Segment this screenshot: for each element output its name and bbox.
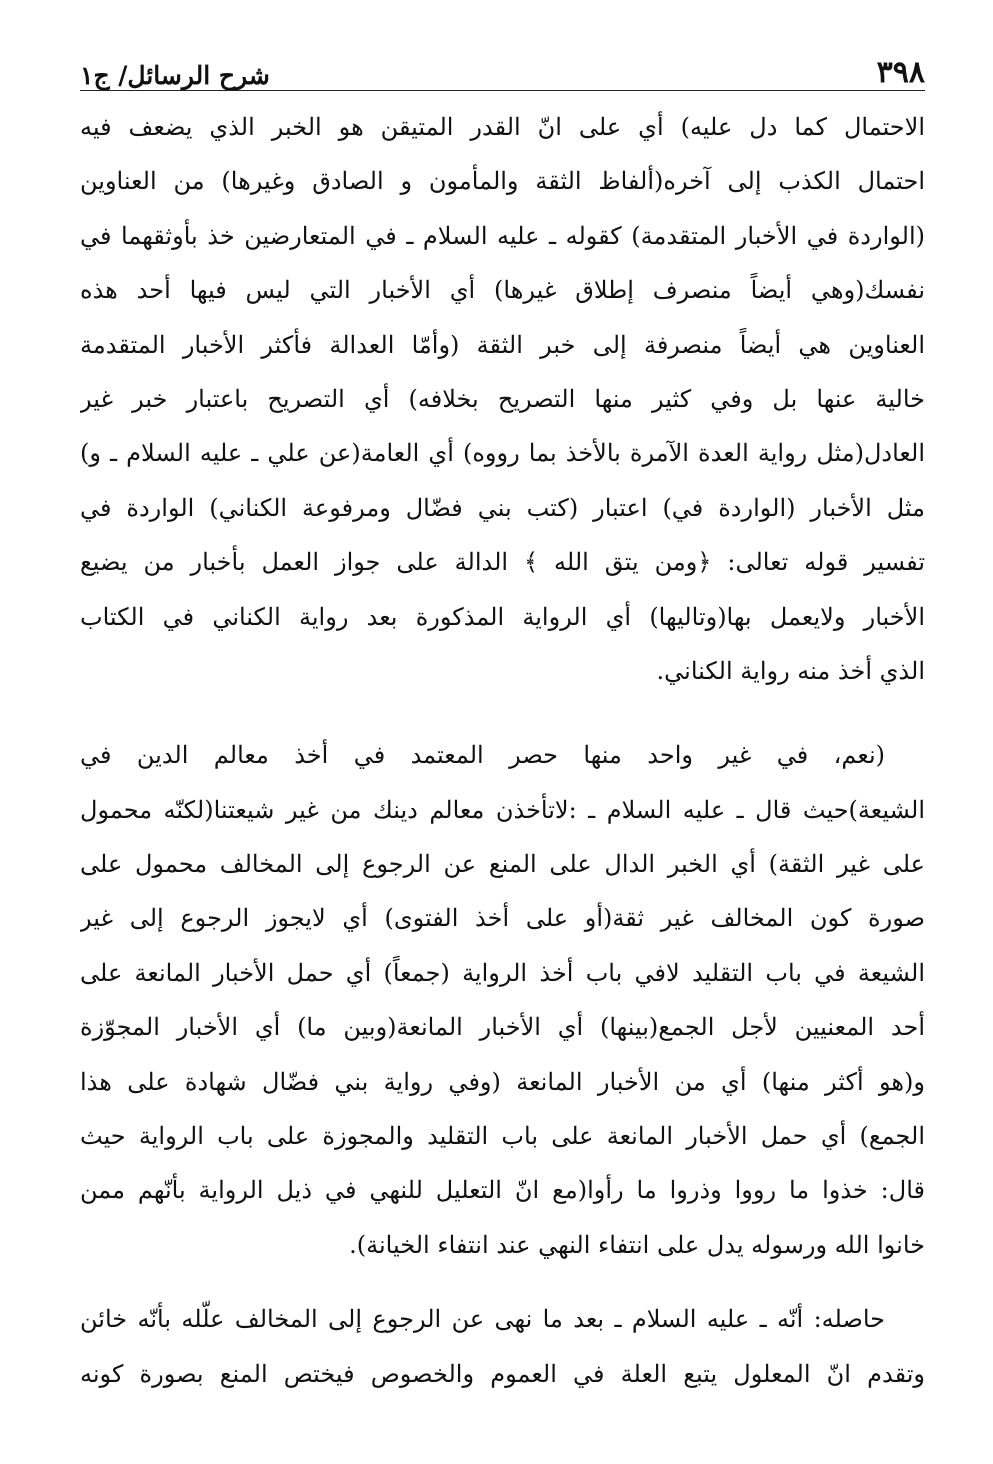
text-line: مثل الأخبار (الواردة في) اعتبار (كتب بني فضّال ومرفوعة الكناني) الواردة في	[80, 493, 925, 522]
text-line: و(هو أكثر منها) أي من الأخبار المانعة (وفي رواية بني فضّال شهادة على هذا	[80, 1067, 925, 1096]
text-line: الاحتمال كما دل عليه) أي على انّ القدر المتيقن هو الخبر الذي يضعف فيه	[80, 113, 925, 141]
page-header	[80, 36, 925, 88]
text-line: الذي أخذ منه رواية الكناني.	[656, 656, 925, 685]
text-line: (الواردة في الأخبار المتقدمة) كقوله ـ عليه السلام ـ في المتعارضين خذ بأوثقهما في	[80, 221, 925, 250]
paragraph-spacer	[80, 698, 925, 728]
text-line: احتمال الكذب إلى آخره(ألفاظ الثقة والمأمون و الصادق وغيرها) من العناوين	[80, 167, 925, 196]
text-line: وتقدم انّ المعلول يتبع العلة في العموم والخصوص فيختص المنع بصورة كونه	[80, 1359, 925, 1388]
page-body	[80, 100, 925, 1401]
text-line: (نعم، في غير واحد منها حصر المعتمد في أخذ معالم الدين في	[80, 741, 885, 770]
text-line: الجمع) أي حمل الأخبار المانعة على باب التقليد والمجوزة على باب الرواية حيث	[80, 1122, 925, 1151]
page-number: ٣٩٨	[876, 55, 925, 90]
text-line: خانوا الله ورسوله يدل على انتفاء النهي عند انتفاء الخيانة).	[349, 1230, 925, 1259]
text-line: نفسك(وهي أيضاً منصرف إطلاق غيرها) أي الأخبار التي ليس فيها أحد هذه	[80, 276, 925, 305]
paragraph-spacer	[80, 1272, 925, 1292]
text-line: العناوين هي أيضاً منصرفة إلى خبر الثقة (وأمّا العدالة فأكثر الأخبار المتقدمة	[80, 330, 925, 359]
text-line: قال: خذوا ما رووا وذروا ما رأوا(مع انّ التعليل للنهي في ذيل الرواية بأنّهم ممن	[80, 1176, 925, 1205]
header-rule	[80, 90, 925, 91]
text-line: صورة كون المخالف غير ثقة(أو على أخذ الفتوى) أي لايجوز الرجوع إلى غير	[80, 904, 925, 933]
text-line: خالية عنها بل وفي كثير منها التصريح بخلافه) أي التصريح باعتبار خبر غير	[80, 384, 925, 413]
text-line: على غير الثقة) أي الخبر الدال على المنع عن الرجوع إلى المخالف محمول على	[80, 850, 925, 879]
text-line: أحد المعنيين لأجل الجمع(بينها) أي الأخبار المانعة(وبين ما) أي الأخبار المجوّزة	[80, 1013, 925, 1042]
text-line: الشيعة في باب التقليد لافي باب أخذ الرواية (جمعاً) أي حمل الأخبار المانعة على	[80, 958, 925, 987]
text-line: تفسير قوله تعالى: ﴿ومن يتق الله ﴾ الدالة على جواز العمل بأخبار من يضيع	[80, 548, 925, 577]
paragraph-1	[80, 100, 925, 698]
text-line: الشيعة)حيث قال ـ عليه السلام ـ :لاتأخذن معالم دينك من غير شيعتنا(لكنّه محمول	[80, 795, 925, 824]
text-line: العادل(مثل رواية العدة الآمرة بالأخذ بما رووه) أي العامة(عن علي ـ عليه السلام ـ و)	[80, 439, 925, 468]
text-line: حاصله: أنّه ـ عليه السلام ـ بعد ما نهى عن الرجوع إلى المخالف علّله بأنّه خائن	[80, 1305, 885, 1334]
running-title: شرح الرسائل/ ج١	[80, 61, 270, 90]
paragraph-2	[80, 728, 925, 1272]
text-line: الأخبار ولايعمل بها(وتاليها) أي الرواية المذكورة بعد رواية الكناني في الكتاب	[80, 602, 925, 631]
paragraph-3	[80, 1292, 925, 1401]
